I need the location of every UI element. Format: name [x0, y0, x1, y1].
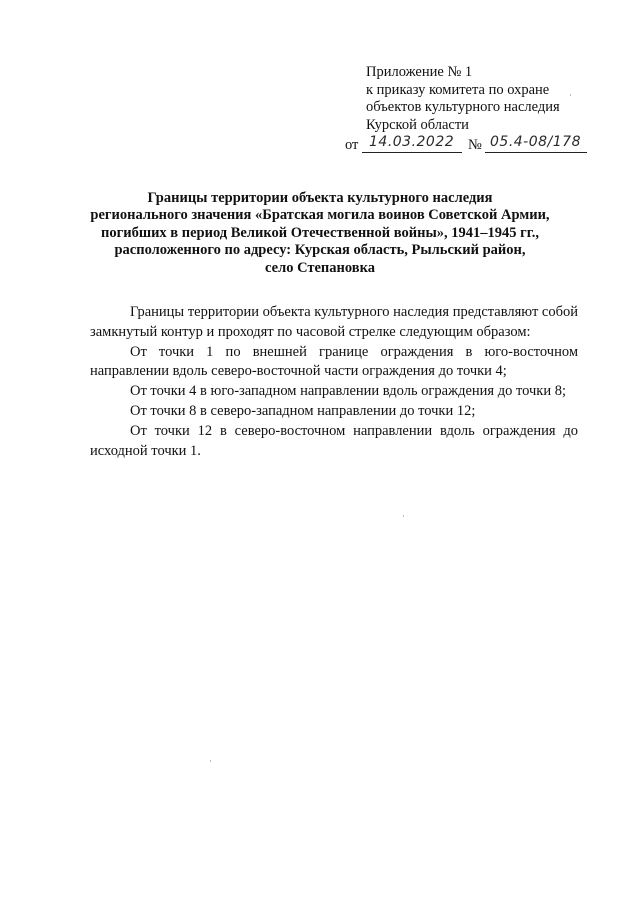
annex-header: [366, 64, 616, 134]
paragraph: Границы территории объекта культурного наследия представляют собой замкнутый контур и проходят по часовой стрелке следующим образом:: [90, 304, 578, 340]
paragraph: От точки 8 в северо-западном направлении до точки 12;: [130, 402, 476, 419]
title-line: расположенного по адресу: Курская область, Рыльский район,: [114, 242, 526, 259]
scan-speck: [403, 515, 404, 517]
paragraph: От точки 12 в северо-восточном направлении вдоль ограждения до исходной точки 1.: [90, 422, 578, 459]
annex-region: Курской области: [366, 116, 469, 133]
scan-speck: [210, 760, 211, 762]
number-underline: [485, 152, 587, 153]
title-line: регионального значения «Братская могила воинов Советской Армии,: [90, 207, 550, 224]
annex-order-ref-cont: объектов культурного наследия: [366, 99, 560, 116]
order-from-label: от: [345, 137, 359, 153]
scan-speck: [570, 94, 571, 96]
title-line: Границы территории объекта культурного наследия: [147, 190, 493, 206]
annex-order-ref: к приказу комитета по охране: [366, 81, 550, 98]
title-line: погибших в период Великой Отечественной войны», 1941–1945 гг.,: [101, 224, 539, 241]
document-title: [60, 190, 580, 277]
order-date-number-line: [345, 135, 605, 157]
date-underline: [362, 152, 462, 153]
order-number-handwritten: 05.4-08/178: [490, 134, 581, 150]
order-number-label: №: [468, 137, 482, 153]
annex-number: Приложение № 1: [366, 64, 473, 80]
document-body: [90, 303, 578, 461]
title-line: село Степановка: [265, 259, 375, 276]
paragraph: От точки 4 в юго-западном направлении вдоль ограждения до точки 8;: [130, 383, 566, 400]
paragraph: От точки 1 по внешней границе ограждения в юго-восточном направлении вдоль северо-восточной части ограждения до точки 4;: [90, 343, 578, 380]
order-date-handwritten: 14.03.2022: [369, 134, 455, 150]
